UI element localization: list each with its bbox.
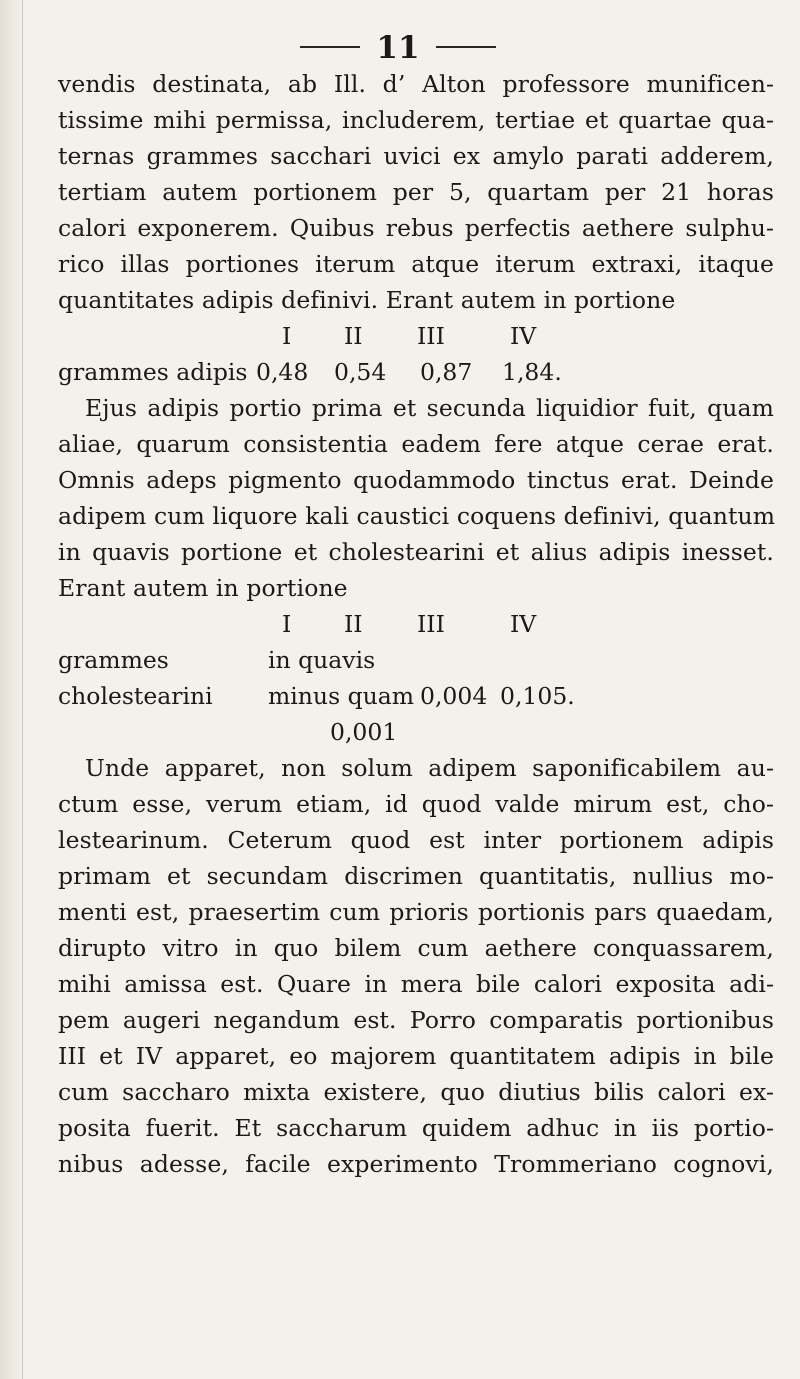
- table-cell: 0,54: [334, 358, 387, 386]
- text-line: ternas grammes sacchari uvici ex amylo parati adderem,: [58, 142, 774, 170]
- text-line: cum saccharo mixta existere, quo diutius bilis calori ex-: [58, 1078, 774, 1106]
- table-header-cell: II: [344, 610, 363, 638]
- page-number: 11: [376, 30, 420, 66]
- table-header-cell: III: [417, 610, 445, 638]
- binding-edge-line: [22, 0, 23, 1379]
- text-line: menti est, praesertim cum prioris portionis pars quaedam,: [58, 898, 774, 926]
- text-line: posita fuerit. Et saccharum quidem adhuc in iis portio-: [58, 1114, 774, 1142]
- text-line: Omnis adeps pigmento quodammodo tinctus erat. Deinde: [58, 466, 774, 494]
- text-line: calori exponerem. Quibus rebus perfectis aethere sulphu-: [58, 214, 774, 242]
- text-line: lestearinum. Ceterum quod est inter portionem adipis: [58, 826, 774, 854]
- table-cell: minus quam: [268, 682, 415, 710]
- page-header: [0, 28, 800, 66]
- table-cell: 0,87: [420, 358, 473, 386]
- table-cell: 0,48: [256, 358, 309, 386]
- text-line: Ejus adipis portio prima et secunda liquidior fuit, quam: [85, 394, 774, 422]
- header-rule-left: [300, 46, 360, 48]
- table-header-cell: I: [282, 322, 292, 350]
- header-rule-right: [436, 46, 496, 48]
- table-cell: in quavis: [268, 646, 376, 674]
- table-row-label: grammes: [58, 646, 169, 674]
- text-line: tissime mihi permissa, includerem, tertiae et quartae qua-: [58, 106, 774, 134]
- text-line: Unde apparet, non solum adipem saponificabilem au-: [85, 754, 774, 782]
- text-line: III et IV apparet, eo majorem quantitatem adipis in bile: [58, 1042, 774, 1070]
- text-line: dirupto vitro in quo bilem cum aethere conquassarem,: [58, 934, 774, 962]
- table-header-cell: II: [344, 322, 363, 350]
- text-line: in quavis portione et cholestearini et alius adipis inesset.: [58, 538, 774, 566]
- text-line: nibus adesse, facile experimento Trommeriano cognovi,: [58, 1150, 774, 1178]
- text-line: aliae, quarum consistentia eadem fere atque cerae erat.: [58, 430, 774, 458]
- text-line: Erant autem in portione: [58, 574, 348, 602]
- table-header-cell: IV: [510, 322, 537, 350]
- text-line: mihi amissa est. Quare in mera bile calori exposita adi-: [58, 970, 774, 998]
- table-row-label: grammes adipis: [58, 358, 248, 386]
- text-line: adipem cum liquore kali caustici coquens definivi, quantum: [58, 502, 776, 530]
- table-cell: 0,004: [420, 682, 488, 710]
- table-header-cell: III: [417, 322, 445, 350]
- table-row-label: cholestearini: [58, 682, 213, 710]
- table-header-cell: I: [282, 610, 292, 638]
- text-line: tertiam autem portionem per 5, quartam per 21 horas: [58, 178, 774, 206]
- table-cell: 0,001: [330, 718, 398, 746]
- table-cell: 0,105.: [500, 682, 575, 710]
- text-line: rico illas portiones iterum atque iterum extraxi, itaque: [58, 250, 774, 278]
- text-line: pem augeri negandum est. Porro comparatis portionibus: [58, 1006, 774, 1034]
- text-line: vendis destinata, ab Ill. d’ Alton professore munificen-: [58, 70, 774, 98]
- table-header-cell: IV: [510, 610, 537, 638]
- table-cell: 1,84.: [502, 358, 562, 386]
- text-line: primam et secundam discrimen quantitatis, nullius mo-: [58, 862, 774, 890]
- text-line: ctum esse, verum etiam, id quod valde mirum est, cho-: [58, 790, 774, 818]
- text-line: quantitates adipis definivi. Erant autem in portione: [58, 286, 676, 314]
